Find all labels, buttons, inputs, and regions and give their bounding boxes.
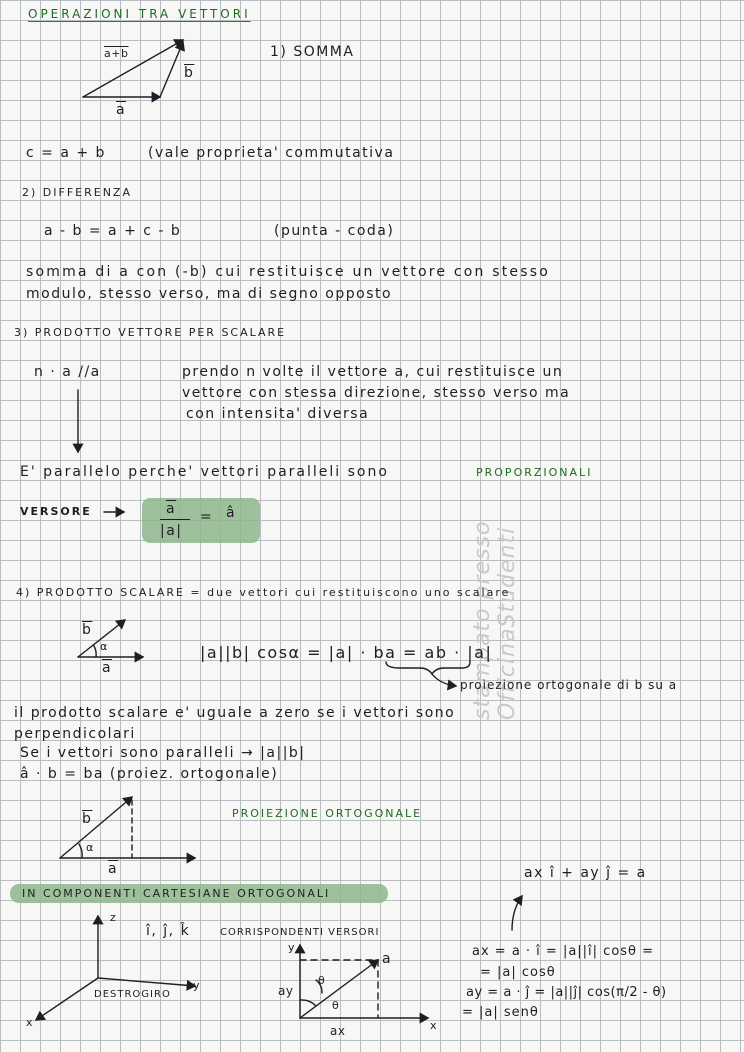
proj-label-alpha: α [86,841,95,854]
axis-y-line [98,978,195,986]
sum-vector-ab [83,40,183,97]
label-b: $\overline{b}$ [184,65,195,81]
proj-label-a: $\overline{a}$ [108,861,119,877]
theta-lower: θ [332,999,341,1012]
s1-heading: 1) SOMMA [270,44,355,60]
comp-label-x: x [430,1019,439,1032]
s3-desc3: con intensita' diversa [186,406,370,422]
watermark: stampato presso OfficinaStudenti [470,520,520,720]
proj-label-b: $\overline{b}$ [82,811,93,827]
versori-label: CORRISPONDENTI VERSORI [220,927,380,938]
theta-upper: θ [318,974,327,987]
s3-parallel: E' parallelo perche' vettori paralleli sono [20,464,389,480]
page-title: OPERAZIONI TRA VETTORI [28,7,251,21]
axis-x: x [26,1016,35,1029]
s2-heading: 2) DIFFERENZA [22,186,132,199]
axis-y: y [193,979,202,992]
s5-eq4: = |a| senθ [462,1005,539,1020]
versore-num: $\overline{a}$ [166,501,177,517]
s3-formula: n · a //a [34,364,101,380]
s5-eq3: ay = a · ĵ = |a||ĵ| cos(π/2 - θ) [466,985,667,1000]
curved-arrow [512,896,522,930]
proj-vector-b [60,797,132,858]
label-a: $\overline{a}$ [116,102,127,118]
s3-desc1: prendo n volte il vettore a, cui restituisce un [182,364,564,380]
s2-line2: modulo, stesso verso, ma di segno opposto [26,286,393,302]
s4-proj-title: PROIEZIONE ORTOGONALE [232,807,423,820]
s5-eq1: ax = a · î = |a||î| cosθ = [472,944,655,959]
dot-label-b: $\overline{b}$ [82,622,93,638]
s1-formula: c = a + b [26,145,106,161]
axis-z: z [110,911,118,924]
comp-label-ax: ax [330,1024,346,1038]
versore-eq: = [200,509,214,525]
s3-heading: 3) PRODOTTO VETTORE PER SCALARE [14,326,287,339]
versori-ijk: î, ĵ, k̂ [146,923,191,939]
s5-sum: ax î + ay ĵ = a [524,865,647,881]
versore-label: VERSORE [20,505,92,518]
s4-heading: 4) PRODOTTO SCALARE = due vettori cui restituiscono uno scalare [16,586,511,599]
s4-parallel: Se i vettori sono paralleli → |a||b| [20,745,306,761]
s2-formula: a - b = a + c - b [44,223,182,239]
comp-label-a: a [382,951,393,967]
s3-proportional: PROPORZIONALI [476,466,593,479]
destrogiro-label: DESTROGIRO [94,989,171,1000]
sum-vector-b [160,42,183,97]
comp-label-ay: ay [278,984,294,998]
s4-zero1: il prodotto scalare e' uguale a zero se i vettori sono [14,705,456,721]
s4-formula: |a||b| cosα = |a| · ba = ab · |a| [200,643,493,662]
s3-desc2: vettore con stessa direzione, stesso verso ma [182,385,571,401]
axis-x-line [36,978,98,1020]
s5-heading: IN COMPONENTI CARTESIANE ORTOGONALI [22,887,331,900]
s1-note: (vale proprieta' commutativa [148,145,395,161]
label-a-plus-b: a+b [104,47,129,60]
brace [386,662,470,674]
s4-zero2: perpendicolari [14,726,136,742]
dot-label-alpha: α [100,640,109,653]
s4-hat: â · b = ba (proiez. ortogonale) [20,766,279,782]
versore-hat: â [226,505,237,521]
s2-line1: somma di a con (-b) cui restituisce un vettore con stesso [26,264,550,280]
s5-eq2: = |a| cosθ [480,965,556,980]
s2-note: (punta - coda) [274,223,395,239]
dot-label-a: $\overline{a}$ [102,660,113,676]
versore-den: |a| [160,523,183,539]
comp-label-y: y [288,941,297,954]
fraction-bar [160,519,190,520]
s4-proj-note: proiezione ortogonale di b su a [460,678,678,692]
